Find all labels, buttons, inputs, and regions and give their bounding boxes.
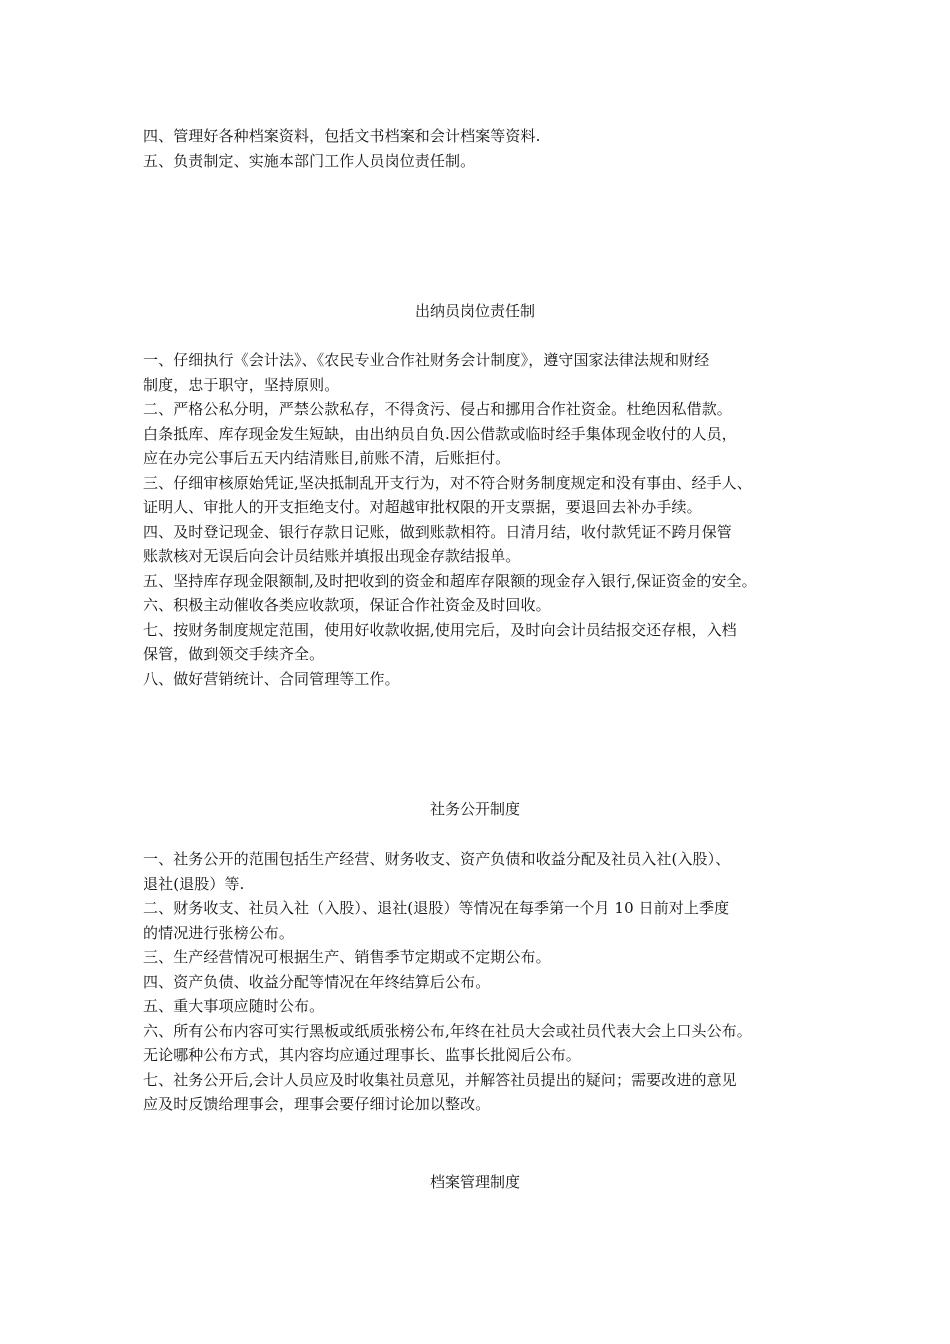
archive-section-title: 档案管理制度: [429, 1173, 520, 1191]
paragraph-line: 七、按财务制度规定范围，使用好收款收据,使用完后，及时向会计员结报交还存根，入档: [143, 620, 737, 639]
paragraph-line: 无论哪种公布方式，其内容均应通过理事长、监事长批阅后公布。: [143, 1046, 581, 1064]
paragraph-line: 应在办完公事后五天内结清账目,前账不清，后账拒付。: [143, 449, 511, 467]
paragraph-line: 保管，做到领交手续齐全。: [143, 645, 325, 663]
paragraph-line: 五、坚持库存现金限额制,及时把收到的资金和超库存限额的现金存入银行,保证资金的安全。: [143, 571, 757, 590]
paragraph-line: 六、积极主动催收各类应收款项，保证合作社资金及时回收。: [143, 596, 551, 614]
paragraph-line: 七、社务公开后,会计人员应及时收集社员意见，并解答社员提出的疑问；需要改进的意见: [143, 1070, 737, 1089]
paragraph-line: 应及时反馈给理事会，理事会要仔细讨论加以整改。: [143, 1095, 491, 1113]
paragraph-line: 八、做好营销统计、合同管理等工作。: [143, 669, 400, 688]
paragraph-line: 二、财务收支、社员入社（入股）、退社(退股）等情况在每季第一个月 10 日前对上季度: [143, 899, 730, 917]
paragraph-line: 四、资产负债、收益分配等情况在年终结算后公布。: [143, 972, 491, 991]
paragraph-line: 账款核对无误后向会计员结账并填报出现金存款结报单。: [143, 547, 521, 565]
paragraph-line: 退社(退股）等.: [143, 874, 245, 893]
paragraph-line: 五、重大事项应随时公布。: [143, 997, 325, 1015]
paragraph-line: 证明人、审批人的开支拒绝支付。对超越审批权限的开支票据，要退回去补办手续。: [143, 498, 702, 516]
paragraph-line: 五、负责制定、实施本部门工作人员岗位责任制。: [143, 151, 476, 170]
paragraph-line: 一、社务公开的范围包括生产经营、财务收支、资产负债和收益分配及社员入社(入股）、: [143, 850, 731, 868]
disclosure-section-title: 社务公开制度: [429, 800, 520, 818]
paragraph-line: 三、仔细审核原始凭证,坚决抵制乱开支行为，对不符合财务制度规定和没有事由、经手人、: [143, 473, 752, 492]
cashier-section-title: 出纳员岗位责任制: [414, 302, 535, 320]
paragraph-line: 四、及时登记现金、银行存款日记账，做到账款相符。日清月结，收付款凭证不跨月保管: [143, 522, 732, 541]
paragraph-line: 的情况进行张榜公布。: [143, 923, 295, 942]
paragraph-line: 白条抵库、库存现金发生短缺，由出纳员自负.因公借款或临时经手集体现金收付的人员，: [143, 424, 737, 443]
paragraph-line: 三、生产经营情况可根据生产、销售季节定期或不定期公布。: [143, 948, 551, 966]
paragraph-line: 一、仔细执行《会计法》、《农民专业合作社财务会计制度》，遵守国家法律法规和财经: [143, 351, 710, 369]
paragraph-line: 二、严格公私分明，严禁公款私存，不得贪污、侵占和挪用合作社资金。杜绝因私借款。: [143, 400, 732, 418]
section-top-text: [143, 124, 823, 173]
paragraph-line: 四、管理好各种档案资料，包括文书档案和会计档案等资料.: [143, 127, 541, 145]
paragraph-line: 制度，忠于职守，坚持原则。: [143, 375, 340, 394]
disclosure-section-body: [143, 847, 823, 1117]
paragraph-line: 六、所有公布内容可实行黑板或纸质张榜公布,年终在社员大会或社员代表大会上口头公布。: [143, 1021, 752, 1040]
cashier-section-body: [143, 348, 823, 691]
